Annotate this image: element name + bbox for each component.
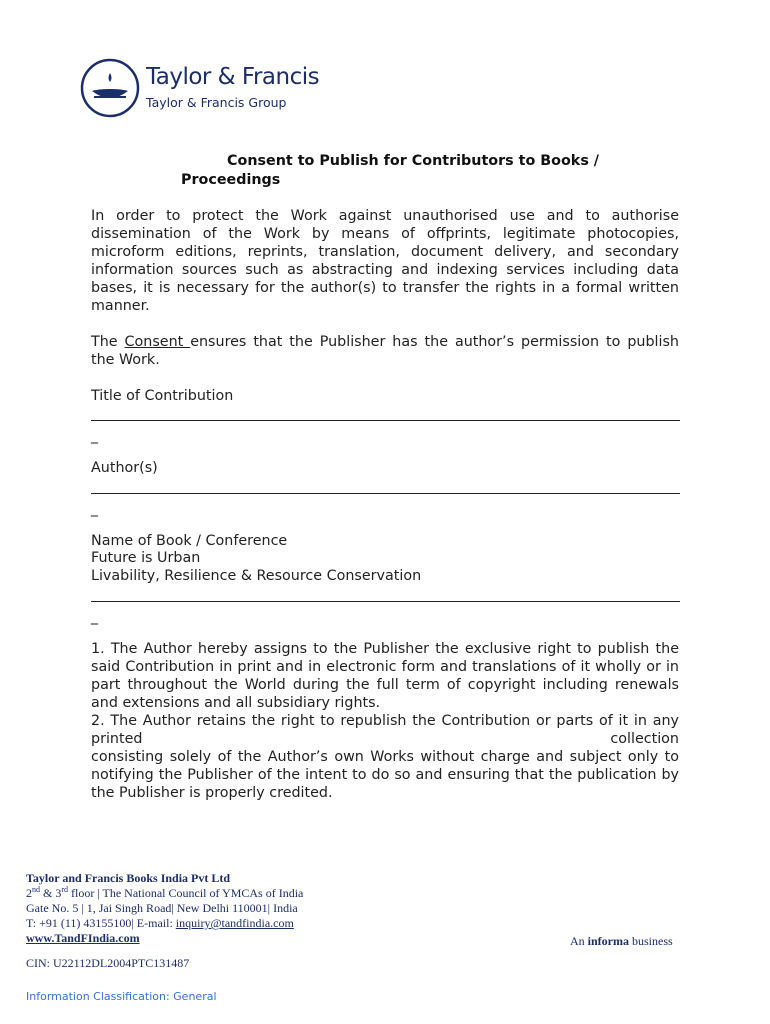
authors-label: Author(s): [91, 460, 158, 476]
consent-prefix: The: [91, 334, 125, 350]
informa-business: [570, 934, 673, 949]
floor-sup-nd: nd: [32, 885, 40, 894]
informa-brand: informa: [587, 934, 629, 948]
footer-floor: [26, 886, 303, 901]
book-name-line[interactable]: [91, 601, 680, 602]
taylor-francis-logo: [80, 58, 340, 118]
clause-1: 1. The Author hereby assigns to the Publisher the exclusive right to publish the said Contribution in print and in electronic form and translations of it wholly or in part throughout the World during the full term of copyright including renewals and extensions and all subsidiary rights.: [91, 641, 679, 711]
title-line-2: Proceedings: [181, 172, 281, 188]
footer-company: Taylor and Francis Books India Pvt Ltd: [26, 871, 231, 885]
book-name-line-2: Livability, Resilience & Resource Conservation: [91, 568, 422, 584]
footer-address: [26, 871, 303, 946]
consent-link[interactable]: Consent: [124, 334, 191, 350]
floor-2: 2: [26, 886, 32, 900]
floor-amp: & 3: [40, 886, 62, 900]
floor-sup-rd: rd: [61, 885, 69, 894]
cin-number: CIN: U22112DL2004PTC131487: [26, 956, 190, 970]
footer-gate-address: Gate No. 5 | 1, Jai Singh Road| New Delhi 110001| India: [26, 901, 298, 915]
information-classification: Information Classification: General: [26, 990, 217, 1003]
title-line-1: Consent to Publish for Contributors to Books /: [227, 153, 600, 169]
footer-phone: T: +91 (11) 43155100| E-mail:: [26, 916, 176, 930]
clause-2-rest: consisting solely of the Author’s own Works without charge and subject only to notifying the Publisher of the intent to do so and ensuring that the publication by the Publisher is properly credited.: [91, 749, 679, 801]
book-dash: _: [91, 609, 98, 625]
logo-name: Taylor & Francis: [146, 64, 320, 90]
informa-suffix: business: [629, 934, 673, 948]
footer-contact: [26, 916, 303, 931]
document-title: [0, 152, 770, 190]
footer-email-link[interactable]: inquiry@tandfindia.com: [175, 916, 294, 930]
authors-line[interactable]: [91, 493, 680, 494]
authors-dash: _: [91, 501, 98, 517]
title-of-contribution-line[interactable]: [91, 420, 680, 421]
floor-rest: floor | The National Council of YMCAs of India: [68, 886, 304, 900]
title-of-contribution-label: Title of Contribution: [91, 388, 234, 404]
title-dash: _: [91, 428, 98, 444]
consent-suffix: ensures that the Publisher has the author’s permission to publish the Work.: [91, 334, 679, 368]
intro-paragraph: In order to protect the Work against unauthorised use and to authorise dissemination of the Work by means of offprints, legitimate photocopies, microform editions, reprints, translation, document delivery, and secondary information sources such as abstracting and indexing services including data bases, it is necessary for the author(s) to transfer the rights in a formal written manner.: [91, 208, 679, 314]
book-name-line-1: Future is Urban: [91, 550, 201, 566]
lamp-logo-icon: [80, 58, 140, 118]
consent-paragraph: [91, 333, 679, 369]
book-name-label: Name of Book / Conference: [91, 533, 288, 549]
informa-prefix: An: [570, 934, 588, 948]
clause-2-line-1: 2. The Author retains the right to republish the Contribution or parts of it in any printed collection: [91, 713, 679, 747]
footer-website-link[interactable]: www.TandFIndia.com: [26, 931, 140, 945]
logo-group: Taylor & Francis Group: [146, 95, 287, 110]
